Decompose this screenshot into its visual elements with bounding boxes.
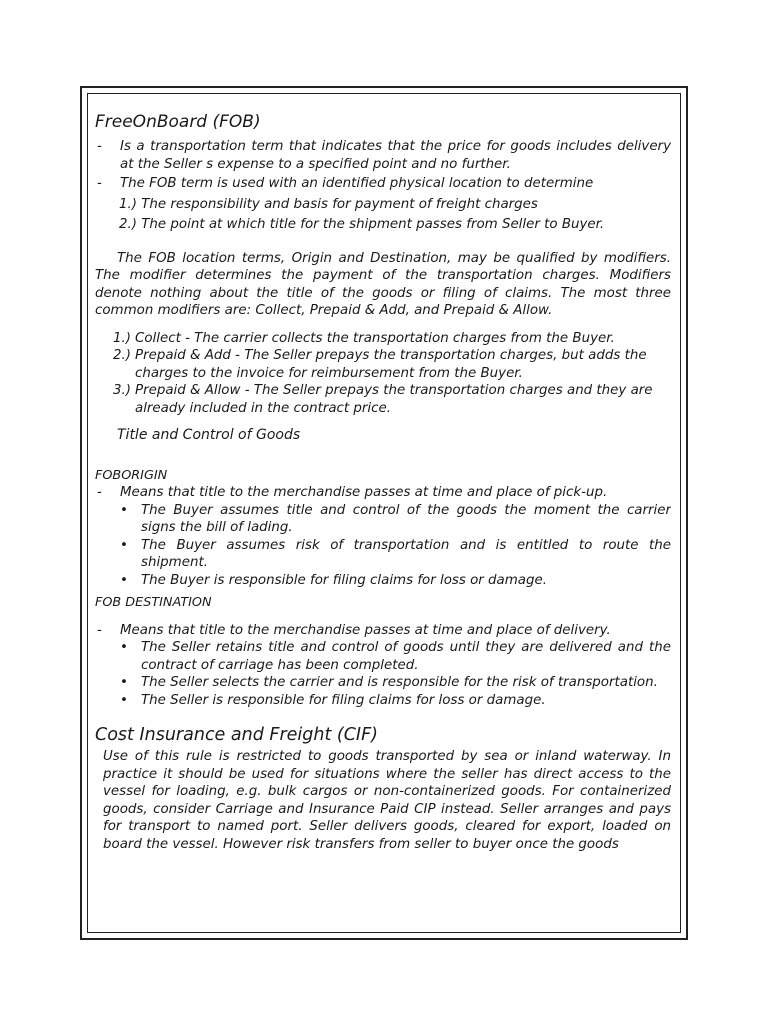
fob-destination-bullet: • The Seller is responsible for filing claims for loss or damage. <box>95 692 671 710</box>
modifier-item <box>95 347 671 382</box>
cif-text: - Use of this rule is restricted to goods transported by sea or inland waterway. In practice it should be used for situations where the seller has direct access to the vessel for loading, e.g. bulk cargos or non-containerized goods. For containerized goods, consider Carriage and Insurance Paid CIP instead. Seller arranges and pays for transport to named port. Seller delivers goods, cleared for export, loaded on board the vessel. However risk transfers from seller to buyer once the goods <box>95 748 671 853</box>
determine-item-1: 1.) The responsibility and basis for payment of freight charges <box>119 196 538 212</box>
fob-origin-bullet: • The Buyer is responsible for filing claims for loss or damage. <box>95 572 671 590</box>
modifier-text: Prepaid & Add - The Seller prepays the transportation charges, but adds the charges to the invoice for reimbursement from the Buyer. <box>135 348 647 381</box>
fob-destination-label: FOB DESTINATION <box>95 595 212 610</box>
title-control-heading: Title and Control of Goods <box>117 427 301 443</box>
fob-destination-means: - Means that title to the merchandise passes at time and place of delivery. <box>95 622 671 640</box>
fob-intro-item-2: - The FOB term is used with an identified physical location to determine <box>95 175 671 193</box>
document-content <box>95 112 671 930</box>
fob-title: FreeOnBoard (FOB) <box>95 112 261 132</box>
fob-origin-means: - Means that title to the merchandise passes at time and place of pick-up. <box>95 484 671 502</box>
modifier-number: 3.) <box>113 383 132 398</box>
modifier-list <box>95 330 671 418</box>
modifier-text: Collect - The carrier collects the transportation charges from the Buyer. <box>135 330 615 346</box>
fob-origin-bullet: • The Buyer assumes title and control of the goods the moment the carrier signs the bill of lading. <box>95 502 671 537</box>
modifier-item <box>95 330 671 348</box>
fob-origin-label: FOBORIGIN <box>95 467 168 483</box>
modifier-text: Prepaid & Allow - The Seller prepays the transportation charges and they are already included in the contract price. <box>135 383 653 416</box>
fob-intro-item-1: - Is a transportation term that indicates that the price for goods includes delivery at the Seller s expense to a specified point and no further. <box>95 138 671 173</box>
determine-item-2: 2.) The point at which title for the shipment passes from Seller to Buyer. <box>119 217 605 232</box>
modifier-number: 2.) <box>113 348 132 363</box>
fob-destination-bullet: • The Seller selects the carrier and is responsible for the risk of transportation. <box>95 674 671 692</box>
fob-destination-bullet: • The Seller retains title and control of goods until they are delivered and the contract of carriage has been completed. <box>95 639 671 674</box>
location-paragraph: The FOB location terms, Origin and Destination, may be qualified by modifiers. The modifier determines the payment of the transportation charges. Modifiers denote nothing about the title of the goods or filing of claims. The most three common modifiers are: Collect, Prepaid & Add, and Prepaid & Allow. <box>95 250 671 318</box>
modifier-number: 1.) <box>113 330 132 346</box>
cif-title: Cost Insurance and Freight (CIF) <box>95 725 378 745</box>
modifier-item <box>95 382 671 417</box>
fob-origin-bullet: • The Buyer assumes risk of transportation and is entitled to route the shipment. <box>95 537 671 572</box>
